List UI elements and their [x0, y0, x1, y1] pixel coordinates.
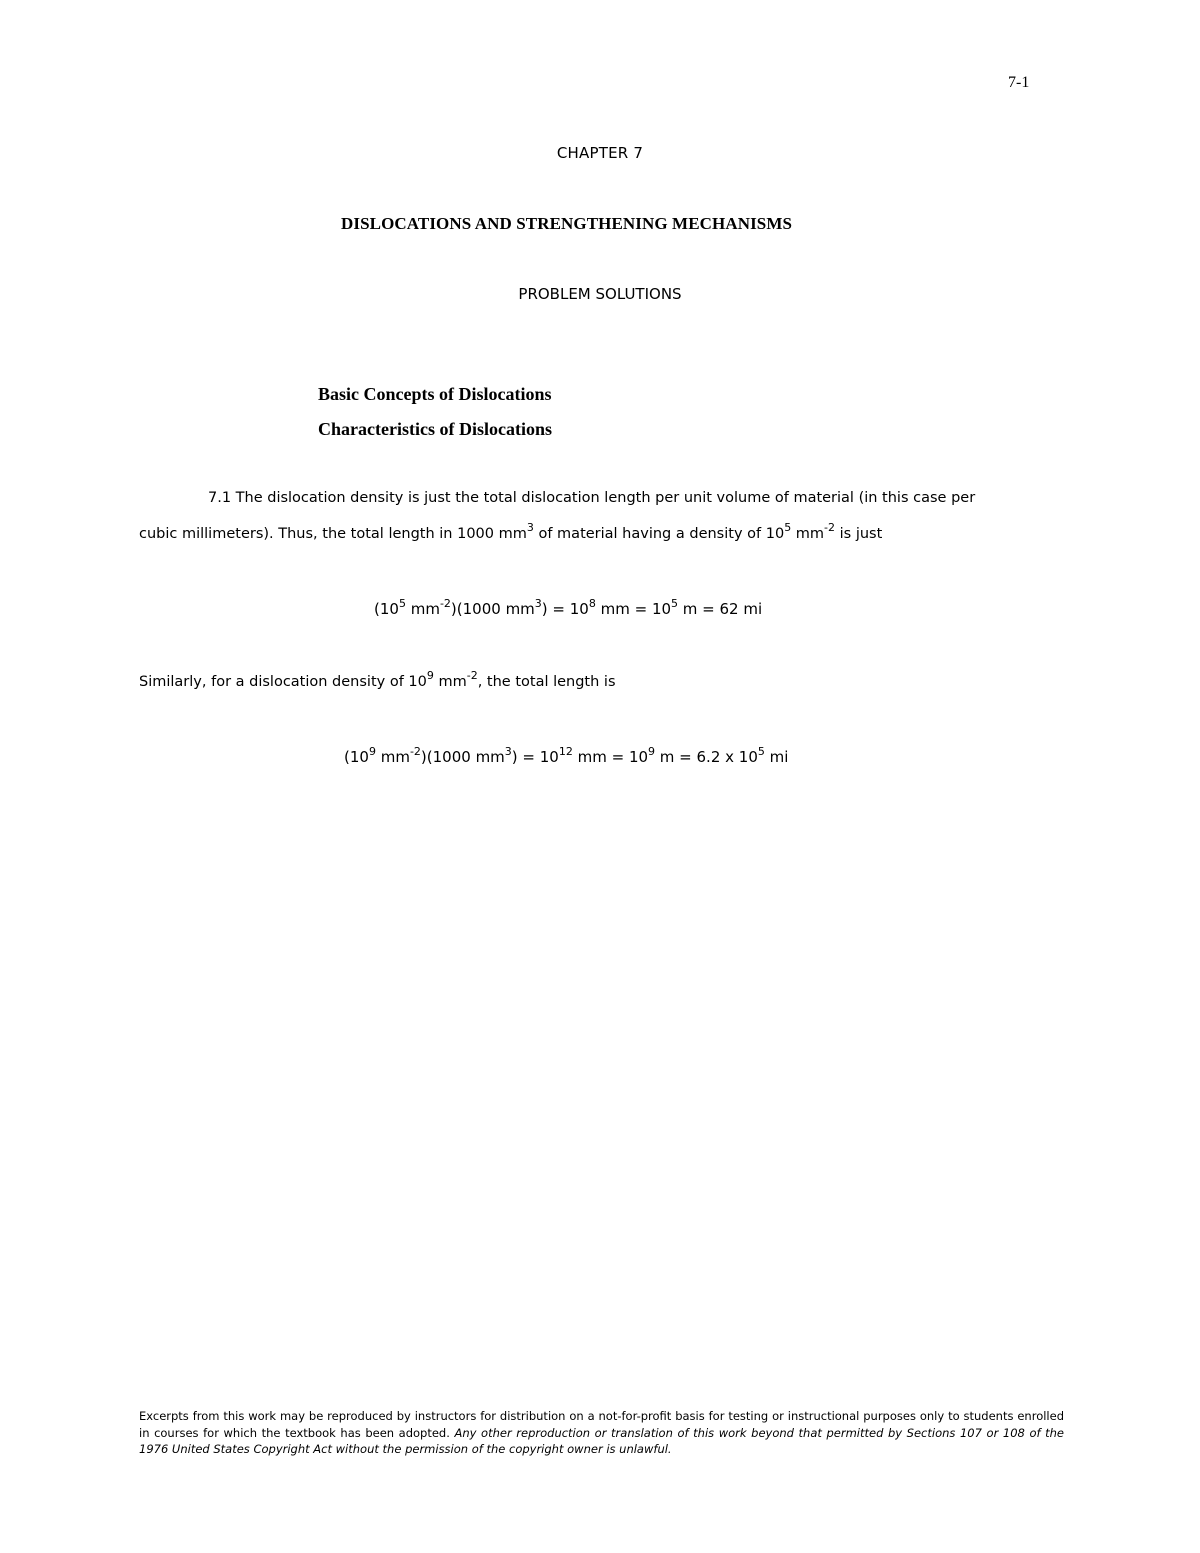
text-run: , the total length is — [477, 674, 616, 690]
superscript: -2 — [409, 745, 421, 758]
superscript: 9 — [648, 745, 656, 758]
section-heading-basic-concepts: Basic Concepts of Dislocations — [318, 384, 552, 404]
eq-run: ) = 10 — [541, 600, 589, 618]
text-run: mm — [791, 526, 825, 542]
superscript: 9 — [426, 669, 434, 682]
superscript: -2 — [824, 521, 836, 534]
superscript: 5 — [784, 521, 792, 534]
superscript: 8 — [588, 597, 596, 610]
chapter-heading: CHAPTER 7 — [556, 144, 644, 162]
eq-run: (10 — [344, 748, 369, 766]
superscript: 5 — [757, 745, 765, 758]
eq-run: m = 6.2 x 10 — [655, 748, 758, 766]
superscript: 5 — [398, 597, 406, 610]
footer-normal-text: Excerpts from this work may be reproduced by instructors for distribution on a not-for-profit basis for testing or instructional purposes only to students enrolled in courses for which the textbook has been adopted. — [139, 1409, 1064, 1440]
eq-run: mi — [764, 748, 789, 766]
superscript: -2 — [466, 669, 478, 682]
eq-run: mm — [375, 748, 410, 766]
problem-7-1-text-line1: 7.1 The dislocation density is just the total dislocation length per unit volume of material (in this case per — [208, 490, 976, 506]
section-heading-characteristics: Characteristics of Dislocations — [318, 419, 552, 439]
superscript: 12 — [558, 745, 573, 758]
text-run: Similarly, for a dislocation density of 10 — [139, 674, 427, 690]
problem-7-1-text-line2 — [139, 521, 883, 542]
eq-run: )(1000 mm — [450, 600, 535, 618]
footer-italic-text: Any other reproduction or translation of this work beyond that permitted by Sections 107 or 108 of the 1976 United States Copyright Act without the permission of the copyright owner is unlawful. — [139, 1425, 1064, 1456]
eq-run: m = 62 mi — [678, 600, 763, 618]
eq-run: mm = 10 — [572, 748, 649, 766]
equation-1 — [374, 597, 763, 618]
equation-2 — [344, 745, 789, 766]
superscript: 9 — [368, 745, 376, 758]
text-run: of material having a density of 10 — [533, 526, 785, 542]
superscript: 3 — [534, 597, 542, 610]
eq-run: ) = 10 — [511, 748, 559, 766]
superscript: 5 — [671, 597, 679, 610]
copyright-footer — [139, 1408, 1064, 1458]
text-run: is just — [835, 526, 883, 542]
text-run: mm — [433, 674, 467, 690]
text-run: cubic millimeters). Thus, the total length in 1000 mm — [139, 526, 527, 542]
eq-run: mm — [405, 600, 440, 618]
similarly-paragraph — [139, 669, 616, 690]
page-subtitle: PROBLEM SOLUTIONS — [518, 285, 682, 303]
eq-run: )(1000 mm — [420, 748, 505, 766]
superscript: -2 — [439, 597, 451, 610]
eq-run: (10 — [374, 600, 399, 618]
superscript: 3 — [526, 521, 534, 534]
page-title: DISLOCATIONS AND STRENGTHENING MECHANISMS — [341, 214, 793, 233]
superscript: 3 — [504, 745, 512, 758]
page-number: 7-1 — [1008, 74, 1030, 91]
eq-run: mm = 10 — [595, 600, 672, 618]
